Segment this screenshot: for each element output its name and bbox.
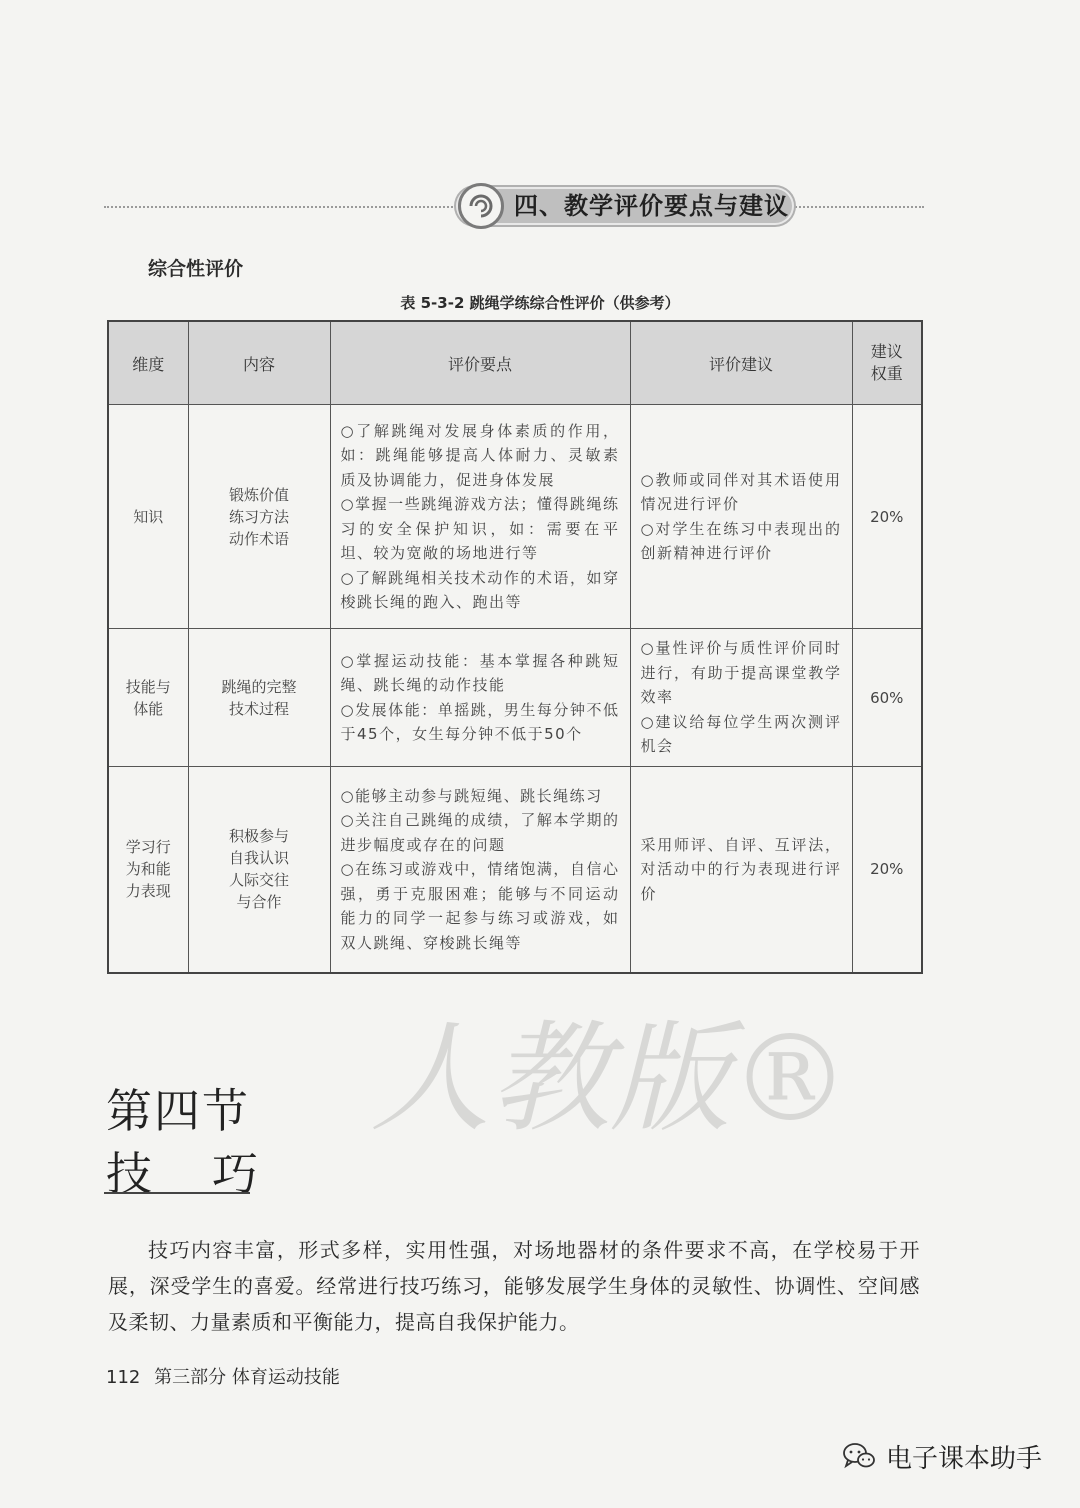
banner-title: 四、教学评价要点与建议 bbox=[514, 192, 789, 220]
suggestion-item: ○对学生在练习中表现出的创新精神进行评价 bbox=[640, 519, 842, 562]
point-item: ○掌握运动技能：基本掌握各种跳短绳、跳长绳的动作技能 bbox=[340, 651, 620, 694]
dimension-line: 为和能 bbox=[125, 860, 171, 879]
header-dimension: 维度 bbox=[108, 321, 188, 405]
dimension-line: 体能 bbox=[133, 699, 164, 718]
dimension-line: 力表现 bbox=[125, 882, 171, 901]
row-weight: 20% bbox=[852, 405, 922, 629]
point-item: ○掌握一些跳绳游戏方法；懂得跳绳练习的安全保护知识，如：需要在平坦、较为宽敞的场地进行等 bbox=[340, 495, 620, 562]
suggestion-item: ○量性评价与质性评价同时进行，有助于提高课堂教学效率 bbox=[640, 639, 842, 707]
table-row bbox=[108, 405, 922, 629]
wechat-account-name: 电子课本助手 bbox=[886, 1443, 1043, 1474]
row-dimension bbox=[108, 629, 188, 767]
content-line: 锻炼价值 bbox=[228, 485, 289, 504]
header-suggestions: 评价建议 bbox=[630, 321, 852, 405]
table-caption: 表 5-3-2 跳绳学练综合性评价（供参考） bbox=[400, 294, 680, 312]
point-item: ○发展体能：单摇跳，男生每分钟不低于45个，女生每分钟不低于50个 bbox=[340, 700, 620, 743]
wechat-account-tag bbox=[842, 1436, 1042, 1476]
row-suggestions bbox=[630, 629, 852, 767]
table-row bbox=[108, 767, 922, 973]
row-dimension bbox=[108, 405, 188, 629]
row-content bbox=[188, 767, 330, 973]
row-suggestions bbox=[630, 405, 852, 629]
point-item: ○在练习或游戏中，情绪饱满，自信心强，勇于克服困难；能够与不同运动能力的同学一起参与练习或游戏，如双人跳绳、穿梭跳长绳等 bbox=[340, 860, 620, 952]
publisher-watermark bbox=[360, 1000, 920, 1150]
point-item: ○了解跳绳对发展身体素质的作用，如：跳绳能够提高人体耐力、灵敏素质及协调能力，促进身体发展 bbox=[340, 421, 620, 489]
header-points: 评价要点 bbox=[330, 321, 630, 405]
row-points bbox=[330, 629, 630, 767]
content-line: 动作术语 bbox=[228, 529, 289, 548]
wechat-icon bbox=[842, 1441, 876, 1471]
content-line: 积极参与 bbox=[228, 827, 289, 846]
row-content bbox=[188, 629, 330, 767]
content-line: 技术过程 bbox=[228, 699, 289, 718]
dimension-line: 知识 bbox=[133, 507, 164, 526]
content-line: 与合作 bbox=[236, 893, 282, 912]
point-item: ○能够主动参与跳短绳、跳长绳练习 bbox=[340, 786, 603, 805]
row-weight: 60% bbox=[852, 629, 922, 767]
content-line: 练习方法 bbox=[228, 507, 289, 526]
header-content: 内容 bbox=[188, 321, 330, 405]
section-banner bbox=[104, 185, 924, 229]
content-line: 跳绳的完整 bbox=[221, 677, 297, 696]
suggestion-item: ○建议给每位学生两次测评机会 bbox=[640, 712, 842, 756]
watermark-text: 人教版® bbox=[370, 1010, 850, 1149]
suggestion-item: ○教师或同伴对其术语使用情况进行评价 bbox=[640, 470, 842, 513]
row-weight: 20% bbox=[852, 767, 922, 973]
row-content bbox=[188, 405, 330, 629]
row-points bbox=[330, 405, 630, 629]
header-weight bbox=[852, 321, 922, 405]
section-body: 技巧内容丰富，形式多样，实用性强，对场地器材的条件要求不高，在学校易于开展，深受学生的喜爱。经常进行技巧练习，能够发展学生身体的灵敏性、协调性、空间感及柔韧、力量素质和平衡能力，提高自我保护能力。 bbox=[108, 1238, 920, 1334]
evaluation-table bbox=[107, 320, 923, 974]
table-header-row bbox=[108, 321, 922, 405]
part-label: 第三部分 体育运动技能 bbox=[154, 1367, 340, 1388]
content-line: 人际交往 bbox=[228, 871, 289, 890]
dimension-line: 技能与 bbox=[125, 677, 171, 696]
section-number: 第四节 bbox=[106, 1084, 250, 1138]
section-title-rule bbox=[104, 1192, 250, 1194]
point-item: ○关注自己跳绳的成绩，了解本学期的进步幅度或存在的问题 bbox=[340, 811, 620, 854]
section-title: 技巧 bbox=[106, 1147, 318, 1201]
row-points bbox=[330, 767, 630, 973]
dimension-line: 学习行 bbox=[125, 838, 171, 857]
point-item: ○了解跳绳相关技术动作的术语，如穿梭跳长绳的跑入、跑出等 bbox=[340, 568, 620, 611]
suggestion-item: 采用师评、自评、互评法，对活动中的行为表现进行评价 bbox=[640, 835, 842, 903]
table-row bbox=[108, 629, 922, 767]
header-weight-text: 建议权重 bbox=[870, 342, 903, 383]
row-suggestions bbox=[630, 767, 852, 973]
page-number: 112 bbox=[106, 1367, 141, 1388]
content-line: 自我认识 bbox=[228, 849, 289, 868]
subheading: 综合性评价 bbox=[148, 258, 244, 280]
row-dimension bbox=[108, 767, 188, 973]
publisher-logo-icon bbox=[458, 183, 504, 229]
page-footer bbox=[106, 1363, 340, 1389]
